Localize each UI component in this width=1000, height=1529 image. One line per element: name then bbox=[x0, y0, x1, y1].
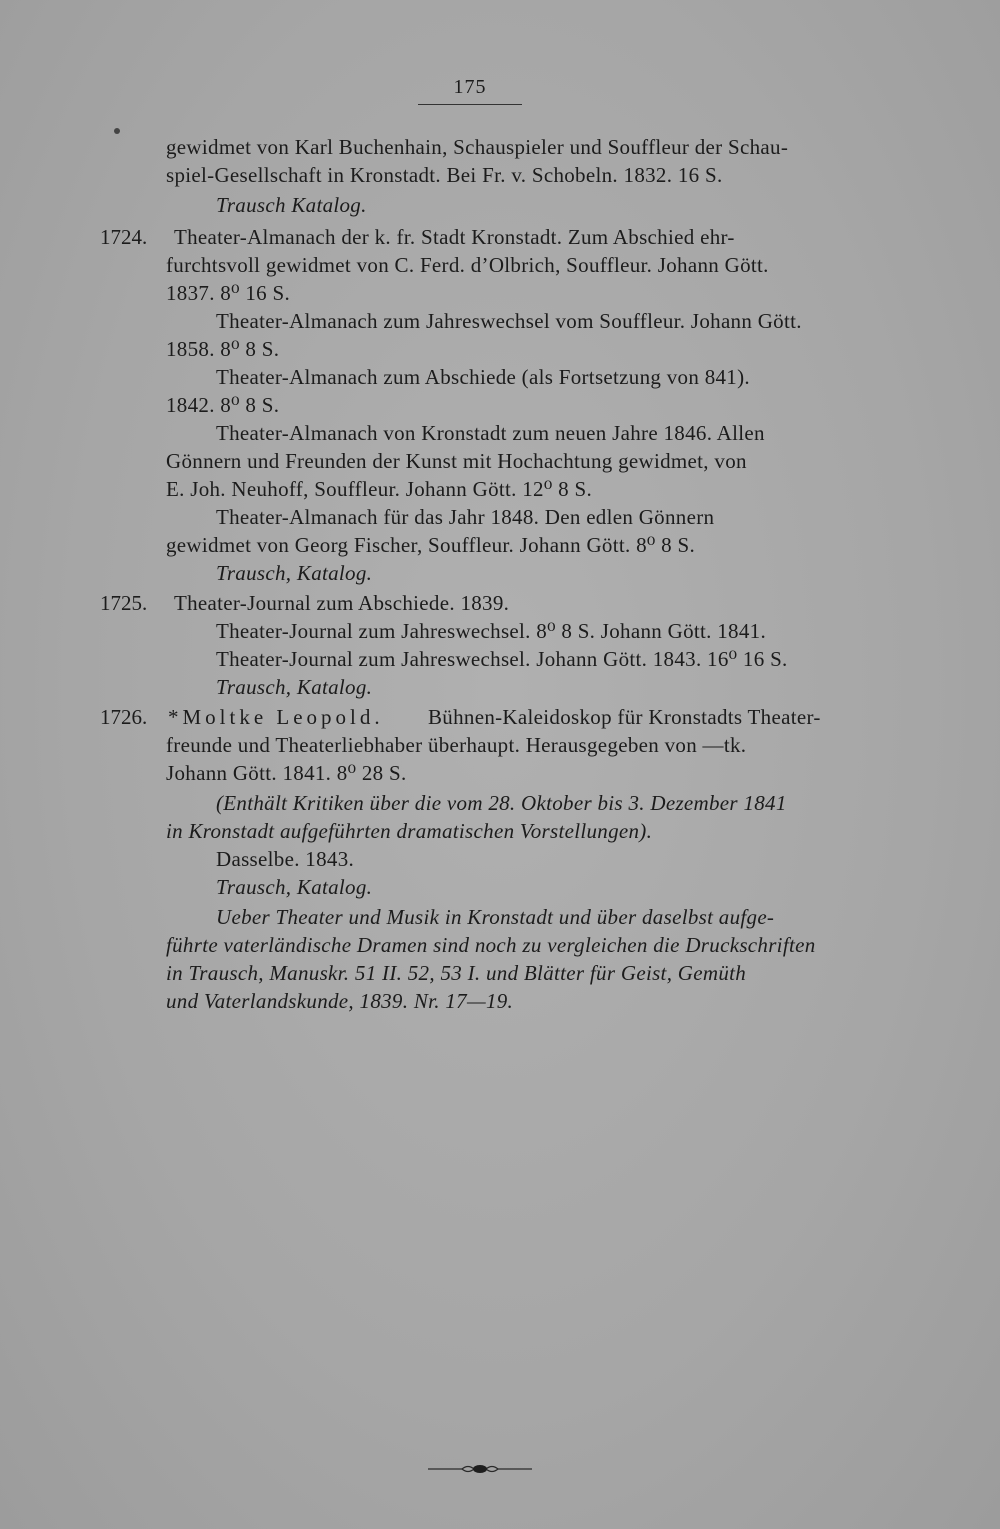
citation-line: Trausch Katalog. bbox=[216, 193, 367, 217]
text-line: 1842. 8⁰ 8 S. bbox=[166, 393, 280, 417]
text-line: Theater-Journal zum Jahreswechsel. Johann Gött. 1843. 16⁰ 16 S. bbox=[216, 647, 788, 671]
note-line: in Kronstadt aufgeführten dramatischen Vorstellungen). bbox=[166, 819, 653, 843]
ink-speck bbox=[114, 128, 120, 134]
note-line: (Enthält Kritiken über die vom 28. Oktober bis 3. Dezember 1841 bbox=[216, 791, 787, 815]
author-name: *Moltke Leopold. bbox=[168, 705, 384, 729]
text-line: Bühnen-Kaleidoskop für Kronstadts Theater- bbox=[428, 705, 821, 729]
page-number-rule bbox=[418, 104, 522, 105]
text-line: Theater-Almanach von Kronstadt zum neuen Jahre 1846. Allen bbox=[216, 421, 765, 445]
note-line: führte vaterländische Dramen sind noch zu vergleichen die Druckschriften bbox=[166, 933, 816, 957]
end-ornament-icon bbox=[428, 1462, 532, 1476]
text-line: Dasselbe. 1843. bbox=[216, 847, 355, 871]
text-line: Theater-Almanach für das Jahr 1848. Den edlen Gönnern bbox=[216, 505, 715, 529]
text-line: gewidmet von Georg Fischer, Souffleur. Johann Gött. 8⁰ 8 S. bbox=[166, 533, 696, 557]
entry-number-1724: 1724. bbox=[100, 225, 148, 249]
text-line: Theater-Almanach zum Abschiede (als Fortsetzung von 841). bbox=[216, 365, 750, 389]
text-line: 1837. 8⁰ 16 S. bbox=[166, 281, 291, 305]
note-line: und Vaterlandskunde, 1839. Nr. 17—19. bbox=[166, 989, 514, 1013]
text-line: Theater-Journal zum Jahreswechsel. 8⁰ 8 S. Johann Gött. 1841. bbox=[216, 619, 767, 643]
text-line: Gönnern und Freunden der Kunst mit Hochachtung gewidmet, von bbox=[166, 449, 747, 473]
citation-line: Trausch, Katalog. bbox=[216, 561, 373, 585]
text-line: E. Joh. Neuhoff, Souffleur. Johann Gött. 12⁰ 8 S. bbox=[166, 477, 592, 501]
text-line: Theater-Almanach zum Jahreswechsel vom Souffleur. Johann Gött. bbox=[216, 309, 802, 333]
text-line: spiel-Gesellschaft in Kronstadt. Bei Fr. v. Schobeln. 1832. 16 S. bbox=[166, 163, 723, 187]
text-line: freunde und Theaterliebhaber überhaupt. Herausgegeben von —tk. bbox=[166, 733, 747, 757]
entry-number-1726: 1726. bbox=[100, 705, 148, 729]
page-number: 175 bbox=[453, 76, 487, 98]
citation-line: Trausch, Katalog. bbox=[216, 875, 373, 899]
note-line: in Trausch, Manuskr. 51 II. 52, 53 I. und Blätter für Geist, Gemüth bbox=[166, 961, 747, 985]
entry-number-1725: 1725. bbox=[100, 591, 148, 615]
text-line: Johann Gött. 1841. 8⁰ 28 S. bbox=[166, 761, 407, 785]
text-line: gewidmet von Karl Buchenhain, Schauspieler und Souffleur der Schau- bbox=[166, 135, 789, 159]
text-line: furchtsvoll gewidmet von C. Ferd. d’Olbrich, Souffleur. Johann Gött. bbox=[166, 253, 769, 277]
citation-line: Trausch, Katalog. bbox=[216, 675, 373, 699]
text-line: Theater-Journal zum Abschiede. 1839. bbox=[174, 591, 510, 615]
text-line: Theater-Almanach der k. fr. Stadt Kronstadt. Zum Abschied ehr- bbox=[174, 225, 735, 249]
note-line: Ueber Theater und Musik in Kronstadt und über daselbst aufge- bbox=[216, 905, 775, 929]
text-line: 1858. 8⁰ 8 S. bbox=[166, 337, 280, 361]
